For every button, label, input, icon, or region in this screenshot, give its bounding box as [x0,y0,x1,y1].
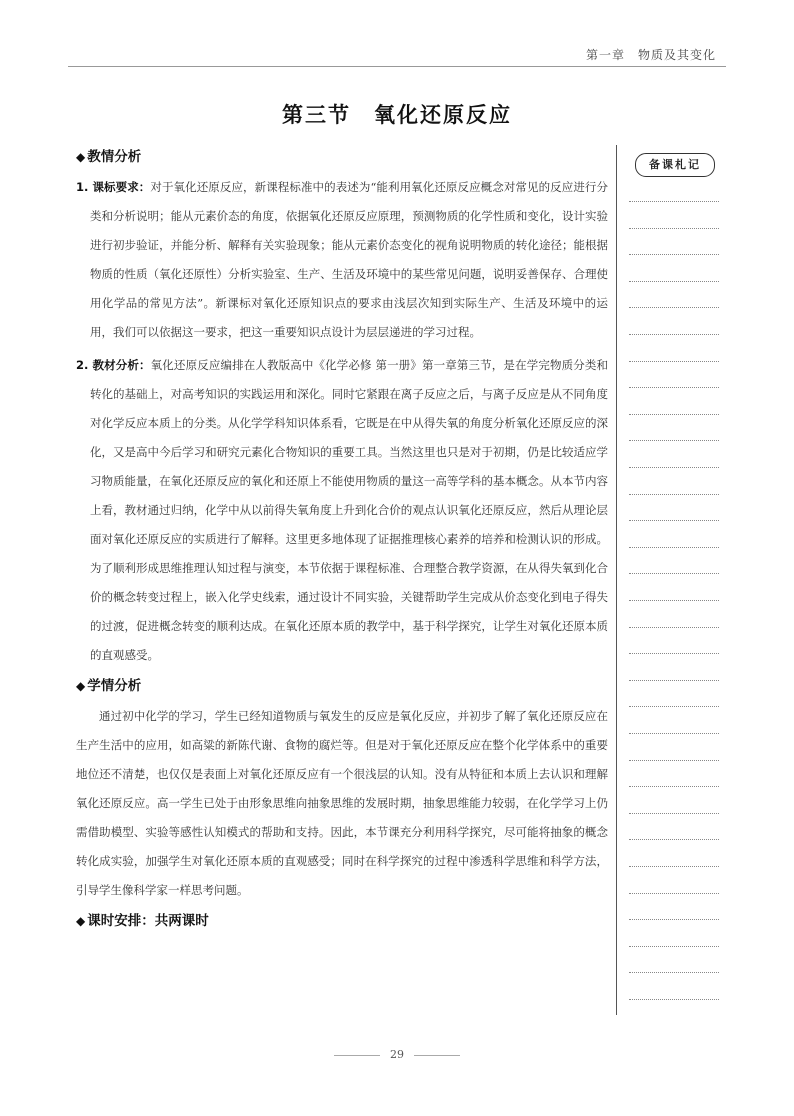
note-line [629,281,719,282]
note-line [629,467,719,468]
note-line [629,361,719,362]
note-line [629,972,719,973]
section-heading-student-analysis [76,674,608,698]
curriculum-requirement-paragraph [76,173,608,347]
header-rule [68,66,726,67]
note-line [629,946,719,947]
note-line [629,334,719,335]
note-line [629,893,719,894]
note-line [629,201,719,202]
section-heading-teaching-analysis [76,145,608,169]
note-line [629,653,719,654]
note-line [629,733,719,734]
diamond-bullet-icon: ◆ [76,679,86,693]
item-label: 2. 教材分析： [76,358,151,372]
item-label: 1. 课标要求： [76,180,151,194]
diamond-bullet-icon: ◆ [76,914,86,928]
page-number-rule-right [414,1055,460,1056]
note-line [629,494,719,495]
section-heading-text: 课时安排：共两课时 [87,913,209,929]
note-line [629,307,719,308]
note-line [629,866,719,867]
note-line [629,786,719,787]
note-line [629,387,719,388]
note-line [629,547,719,548]
note-line [629,813,719,814]
note-line [629,919,719,920]
note-line [629,839,719,840]
item-text: 氧化还原反应编排在人教版高中《化学必修 第一册》第一章第三节，是在学完物质分类和转化的基础上，对高考知识的实践运用和深化。同时它紧跟在离子反应之后，与离子反应是从不同角度对化学反应本质上的分类。从化学学科知识体系看，它既是在中从得失氧的角度分析氧化还原反应的深化，又是高中今后学习和研究元素化合物知识的重要工具。当然这里也只是对于初期，仍是比较适应学习物质能量，在氧化还原反应的氧化和还原上不能使用物质的量这一高等学科的基本概念。从本节内容上看，教材通过归纳，化学中从以前得失氧角度上升到化合价的观点认识氧化还原反应，然后从理论层面对氧化还原反应的实质进行了解释。这里更多地体现了证据推理核心素养的培养和检测认识的形成。为了顺利形成思维推理认知过程与演变，本节依据于课程标准、合理整合教学资源，在从得失氧到化合价的概念转变过程上，嵌入化学史线索，通过设计不同实验，关键帮助学生完成从价态变化到电子得失的过渡，促进概念转变的顺利达成。在氧化还原本质的教学中，基于科学探究，让学生对氧化还原本质的直观感受。 [90,358,608,662]
note-line [629,414,719,415]
textbook-analysis-paragraph [76,351,608,670]
note-line [629,627,719,628]
item-text: 对于氧化还原反应，新课程标准中的表述为“能利用氧化还原反应概念对常见的反应进行分类和分析说明；能从元素价态的角度，依据氧化还原反应原理，预测物质的化学性质和变化，设计实验进行初步验证，并能分析、解释有关实验现象；能从元素价态变化的视角说明物质的转化途径；能根据物质的性质（氧化还原性）分析实验室、生产、生活及环境中的某些常见问题，说明妥善保存、合理使用化学品的常见方法”。新课标对氧化还原知识点的要求由浅层次知到实际生产、生活及环境中的运用，我们可以依据这一要求，把这一重要知识点设计为层层递进的学习过程。 [90,180,608,339]
note-line [629,706,719,707]
note-line [629,999,719,1000]
diamond-bullet-icon: ◆ [76,150,86,164]
lesson-notes-badge: 备课札记 [635,153,715,177]
page-number-text: 29 [390,1048,404,1061]
note-line [629,600,719,601]
note-line [629,440,719,441]
page-number [0,1048,794,1061]
lesson-notes-panel [616,145,723,1015]
page-number-rule-left [334,1055,380,1056]
student-analysis-paragraph: 通过初中化学的学习，学生已经知道物质与氧发生的反应是氧化反应，并初步了解了氧化还原反应在生产生活中的应用，如高粱的新陈代谢、食物的腐烂等。但是对于氧化还原反应在整个化学体系中的重要地位还不清楚，也仅仅是表面上对氧化还原反应有一个很浅层的认知。没有从特征和本质上去认识和理解氧化还原反应。高一学生已处于由形象思维向抽象思维的发展时期，抽象思维能力较弱，在化学学习上仍需借助模型、实验等感性认知模式的帮助和支持。因此，本节课充分利用科学探究，尽可能将抽象的概念转化成实验，加强学生对氧化还原本质的直观感受；同时在科学探究的过程中渗透科学思维和科学方法，引导学生像科学家一样思考问题。 [76,709,608,897]
lesson-title: 第三节 氧化还原反应 [282,102,512,127]
section-heading-text: 学情分析 [87,678,142,694]
note-line [629,254,719,255]
note-line [629,573,719,574]
section-heading-schedule [76,909,608,933]
section-heading-text: 教情分析 [87,149,142,165]
note-line [629,760,719,761]
note-line [629,680,719,681]
main-content [76,145,608,933]
note-line [629,228,719,229]
running-head: 第一章 物质及其变化 [585,48,716,62]
note-line [629,520,719,521]
